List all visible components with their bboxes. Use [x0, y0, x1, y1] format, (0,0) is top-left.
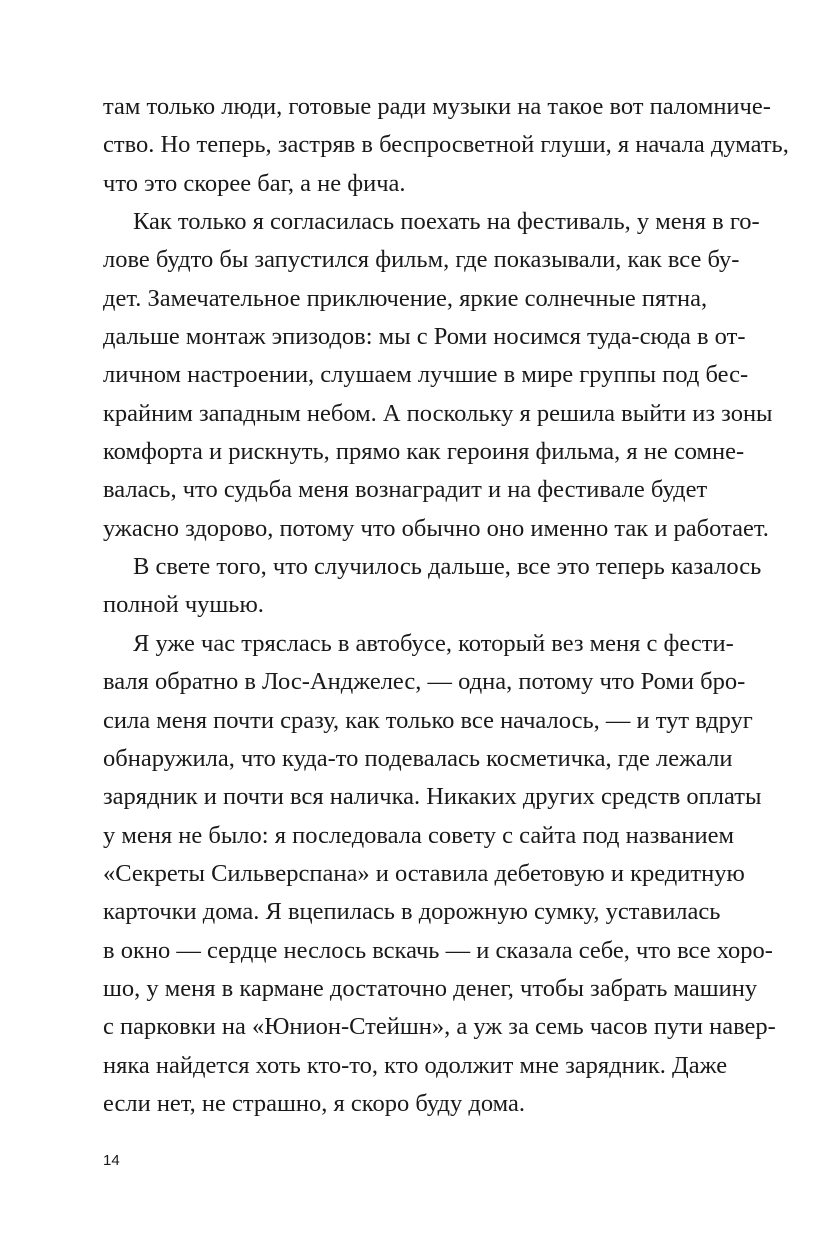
text-line: «Секреты Сильверспана» и оставила дебетовую и кредитную — [103, 859, 745, 887]
text-line: комфорта и рискнуть, прямо как героиня фильма, я не сомне- — [103, 438, 745, 466]
text-line: ство. Но теперь, застряв в беспросветной глуши, я начала думать, — [103, 131, 789, 159]
text-line: дальше монтаж эпизодов: мы с Роми носимся туда-сюда в от- — [103, 323, 746, 351]
text-line: обнаружила, что куда-то подевалась косметичка, где лежали — [103, 744, 733, 772]
text-line: сила меня почти сразу, как только все началось, — и тут вдруг — [103, 706, 753, 734]
text-line: няка найдется хоть кто-то, кто одолжит мне зарядник. Даже — [103, 1051, 728, 1079]
text-line: если нет, не страшно, я скоро буду дома. — [103, 1089, 525, 1117]
text-line: валась, что судьба меня вознаградит и на фестивале будет — [103, 476, 708, 504]
body-text — [103, 88, 789, 1123]
text-line: там только люди, готовые ради музыки на такое вот паломниче- — [103, 93, 771, 120]
text-line: в окно — сердце неслось вскачь — и сказала себе, что все хоро- — [103, 936, 773, 964]
text-line: дет. Замечательное приключение, яркие солнечные пятна, — [103, 284, 708, 312]
text-line: лове будто бы запустился фильм, где показывали, как все бу- — [103, 246, 740, 274]
paragraph-first-line: В свете того, что случилось дальше, все это теперь казалось — [133, 553, 762, 581]
paragraph-first-line: Я уже час тряслась в автобусе, который вез меня с фести- — [133, 629, 734, 657]
page-number: 14 — [103, 1152, 120, 1169]
text-line: что это скорее баг, а не фича. — [103, 169, 406, 197]
text-line: валя обратно в Лос-Анджелес, — одна, потому что Роми бро- — [103, 668, 746, 696]
text-line: полной чушью. — [103, 591, 264, 619]
paragraph-first-line: Как только я согласилась поехать на фестиваль, у меня в го- — [133, 208, 760, 236]
text-line: личном настроении, слушаем лучшие в мире группы под бес- — [103, 361, 749, 389]
text-line: шо, у меня в кармане достаточно денег, чтобы забрать машину — [103, 974, 758, 1002]
text-line: с парковки на «Юнион-Стейшн», а уж за семь часов пути навер- — [103, 1013, 776, 1041]
text-line: крайним западным небом. А поскольку я решила выйти из зоны — [103, 399, 773, 427]
text-line: ужасно здорово, потому что обычно оно именно так и работает. — [103, 514, 769, 542]
text-line: карточки дома. Я вцепилась в дорожную сумку, уставилась — [103, 898, 721, 926]
text-line: у меня не было: я последовала совету с сайта под названием — [103, 821, 734, 849]
text-line: зарядник и почти вся наличка. Никаких других средств оплаты — [103, 783, 762, 811]
